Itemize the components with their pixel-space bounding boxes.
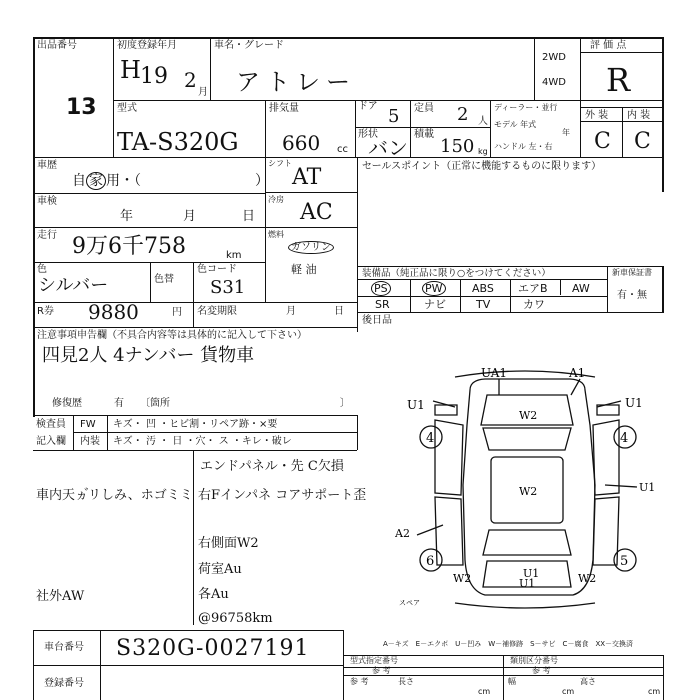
- equip-tv: TV: [476, 298, 491, 311]
- equip-leather: カワ: [523, 298, 545, 311]
- equip-pw: PW: [422, 283, 446, 294]
- notes-text: 四見2人 4ナンバー 貨物車: [42, 345, 255, 366]
- equip-navi: ナビ: [424, 298, 446, 311]
- mark-u1-right: U1: [625, 396, 643, 410]
- ext-label: 外 装: [585, 110, 609, 121]
- comment-3: 右Fインパネ コアサポート歪: [198, 488, 367, 503]
- length-label: 長さ: [398, 677, 414, 686]
- color: シルバー: [38, 275, 109, 296]
- wheel-fr: 4: [620, 431, 629, 446]
- interior-label: 内装: [80, 436, 100, 447]
- load-label: 積載: [414, 129, 434, 140]
- inspection-label: 車検: [37, 196, 57, 207]
- class-ref-label: 類別区分番号: [510, 656, 558, 665]
- chassis-label: 車台番号: [44, 642, 84, 653]
- recycle-fee: 9880: [88, 300, 139, 324]
- reg-month-unit: 月: [198, 87, 208, 98]
- comment-4: 右側面W2: [198, 536, 259, 551]
- equip-ps: PS: [371, 283, 391, 294]
- length-unit: cm: [478, 687, 491, 696]
- body-type: バン: [368, 136, 408, 160]
- history-close: ）: [255, 173, 269, 189]
- fuel-diesel: 軽 油: [291, 263, 317, 276]
- inspector-label: 検査員: [36, 419, 66, 430]
- reg-month: 2: [184, 68, 197, 92]
- repair-label: 修復歴: [52, 398, 82, 409]
- reg-era: H: [120, 56, 141, 84]
- inspector-row-1: キズ・ 凹 ・ヒビ割・リペア跡・×要: [113, 419, 278, 430]
- ext-grade: C: [594, 129, 611, 154]
- displacement: 660: [282, 131, 321, 155]
- history-label: 車歴: [37, 160, 57, 171]
- capacity: 2: [457, 104, 469, 125]
- grade-label: 評 価 点: [590, 40, 627, 51]
- doors: 5: [388, 106, 400, 127]
- history-value: 自 家 用・（: [72, 173, 141, 189]
- car-diagram: [395, 365, 655, 615]
- inspector-label-2: 記入欄: [36, 436, 66, 447]
- ac-label: 冷房: [268, 195, 284, 204]
- inspection-month: 月: [183, 209, 197, 224]
- mark-a1: A1: [569, 366, 586, 380]
- name-change-month: 月: [286, 306, 296, 317]
- height-label: 高さ: [580, 677, 596, 686]
- inspection-year: 年: [120, 209, 134, 224]
- handle-label: ハンドル 左・右: [494, 142, 553, 151]
- notes-label: 注意事項申告欄（不具合内容等は具体的に記入して下さい）: [37, 330, 307, 341]
- mark-u1-side: U1: [639, 481, 655, 494]
- repair-place: 〔箇所: [140, 398, 170, 409]
- comment-2: 車内天ヵ゙リしみ、ホゴミミ: [36, 488, 193, 503]
- body-label: 形状: [358, 129, 378, 140]
- mileage-label: 走行: [37, 230, 57, 241]
- lot-number: 13: [66, 95, 97, 120]
- car-label: 車名・グレード: [214, 40, 284, 51]
- wheel-rl: 6: [426, 554, 435, 569]
- dealer-label: ディーラー・並行: [494, 103, 558, 112]
- name-change-label: 名変期限: [197, 306, 237, 317]
- comment-8: 社外AW: [36, 589, 85, 604]
- diagram-legend: A－キズ E－エクボ U－凹み W－補修跡 S－サビ C－腐食 XX－交換済: [383, 640, 634, 648]
- cap-unit: 人: [478, 116, 488, 127]
- color-change-label: 色替: [154, 274, 174, 285]
- registration-label: 登録番号: [44, 678, 84, 689]
- int-label: 内 装: [627, 110, 651, 121]
- mark-ua1: UA1: [481, 366, 508, 380]
- chassis-number: S320G-0027191: [116, 636, 310, 661]
- wheel-rr: 5: [620, 554, 629, 569]
- mileage-unit: km: [226, 250, 242, 261]
- inspection-day: 日: [242, 209, 256, 224]
- ac: AC: [300, 200, 333, 225]
- wheel-fl: 4: [426, 431, 435, 446]
- mark-w2-roof: W2: [519, 485, 538, 498]
- reg-label: 初度登録年月: [117, 40, 177, 51]
- warranty-value: 有・無: [617, 290, 647, 301]
- fw-label: FW: [80, 419, 96, 430]
- disp-unit: cc: [337, 144, 348, 155]
- warranty-label: 新車保証書: [612, 268, 652, 277]
- mileage: 9万6千758: [72, 234, 186, 259]
- equipment-label: 装備品（純正品に限り○をつけてください）: [362, 268, 551, 279]
- fuel-label: 燃料: [268, 230, 284, 239]
- class-ref-note: 参 考: [532, 666, 551, 675]
- fuel-gasoline: ガソリン: [288, 243, 334, 253]
- mark-u1-left: U1: [407, 398, 425, 412]
- model: TA-S320G: [117, 128, 239, 156]
- repair-value: 有: [114, 398, 124, 409]
- color-code: S31: [210, 277, 246, 298]
- load-unit: kg: [478, 147, 488, 156]
- drive-4wd: 4WD: [542, 77, 566, 88]
- equip-airbag: エアB: [518, 282, 548, 295]
- int-grade: C: [634, 129, 651, 154]
- nen-label: 年: [562, 128, 570, 137]
- comment-6: 各Au: [198, 587, 229, 602]
- color-code-label: 色コード: [197, 264, 237, 275]
- ref-label: 参 考: [350, 677, 369, 686]
- mark-w2-rear-left: W2: [453, 572, 472, 585]
- color-label: 色: [37, 264, 47, 275]
- recycle-label: R券: [37, 306, 54, 317]
- mark-w2-hood: W2: [519, 409, 538, 422]
- model-label: 型式: [117, 103, 137, 114]
- mark-u1-rear: U1: [523, 567, 540, 580]
- width-unit: cm: [562, 687, 575, 696]
- shift: AT: [292, 165, 322, 190]
- inspector-row-2: キズ・ 汚 ・ 日 ・穴・ ス ・キレ・破レ: [113, 436, 292, 447]
- car-name: アトレー: [236, 68, 356, 96]
- equip-abs: ABS: [472, 282, 494, 295]
- equip-sr: SR: [375, 298, 390, 311]
- height-unit: cm: [648, 687, 661, 696]
- shift-label: シフト: [268, 159, 292, 168]
- mark-w2-rear-right: W2: [578, 572, 597, 585]
- cap-label: 定員: [414, 103, 434, 114]
- lot-label: 出品番号: [37, 40, 77, 51]
- repair-close: 〕: [340, 398, 350, 409]
- width-label: 幅: [508, 677, 516, 686]
- drive-2wd: 2WD: [542, 52, 566, 63]
- overall-grade: R: [606, 61, 631, 99]
- mark-a2: A2: [395, 527, 410, 540]
- mark-u1-bumper: U1: [519, 577, 536, 590]
- comment-5: 荷室Au: [198, 562, 242, 577]
- spare-label: スペア: [399, 599, 420, 607]
- model-ref-label: 型式指定番号: [350, 656, 398, 665]
- doors-label: ドア: [358, 101, 378, 112]
- comment-7: @96758km: [198, 611, 273, 626]
- recycle-unit: 円: [172, 307, 182, 318]
- reg-year: 19: [140, 64, 168, 89]
- later-items-label: 後日品: [362, 315, 392, 326]
- model-ref-note: 参 考: [372, 666, 391, 675]
- name-change-day: 日: [334, 306, 344, 317]
- model-year-label: モデル 年式: [494, 120, 537, 129]
- sales-point-label: セールスポイント（正常に機能するものに限ります）: [362, 161, 602, 172]
- comment-1: エンドパネル・先 C欠損: [200, 459, 344, 474]
- equip-aw: AW: [572, 282, 590, 295]
- load: 150: [440, 136, 475, 157]
- disp-label: 排気量: [269, 103, 299, 114]
